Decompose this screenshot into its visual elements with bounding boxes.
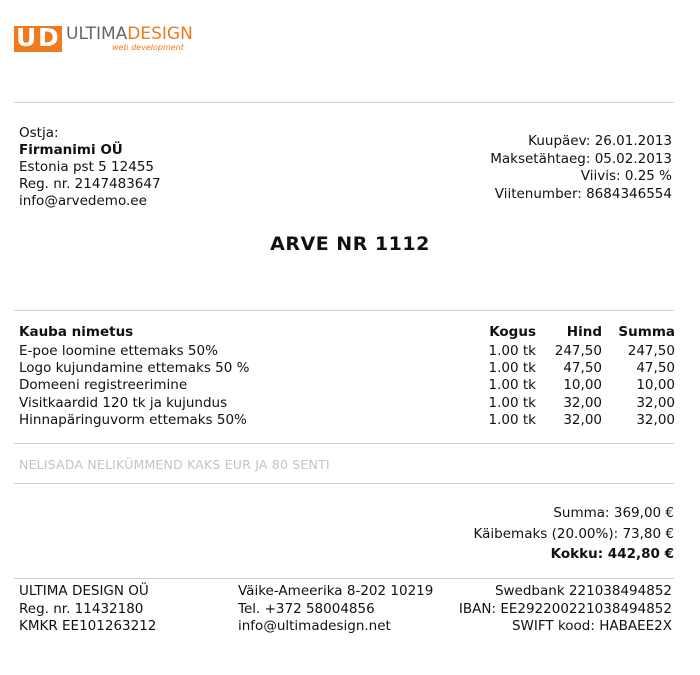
footer-swift: SWIFT kood: HABAEE2X: [511, 618, 672, 634]
buyer-company: Firmanimi OÜ: [19, 142, 123, 158]
item-sum: 32,00: [636, 394, 675, 411]
footer-kmkr: KMKR EE101263212: [19, 618, 157, 634]
item-name: E-poe loomine ettemaks 50%: [19, 343, 218, 359]
footer-phone: Tel. +372 58004856: [238, 600, 375, 617]
grand-total: Kokku: 442,80 €: [550, 546, 674, 562]
company-logo: [14, 23, 193, 52]
amount-in-words: NELISADA NELIKÜMMEND KAKS EUR JA 80 SENTI: [19, 457, 330, 472]
item-name: Domeeni registreerimine: [19, 377, 188, 394]
invoice-meta: [490, 133, 672, 203]
table-row: [19, 395, 675, 412]
buyer-reg: Reg. nr. 2147483647: [19, 176, 161, 192]
table-row: [19, 360, 675, 377]
item-qty: 1.00 tk: [488, 411, 536, 428]
subtotal: Summa: 369,00 €: [553, 505, 674, 521]
footer-email: info@ultimadesign.net: [238, 618, 391, 634]
item-name: Logo kujundamine ettemaks 50 %: [19, 360, 250, 377]
item-qty: 1.00 tk: [488, 343, 536, 359]
invoice-title: ARVE NR 1112: [270, 233, 430, 255]
item-sum: 32,00: [636, 411, 675, 428]
logo-mark-left: U: [16, 23, 36, 52]
table-row: [19, 377, 675, 394]
item-price: 32,00: [563, 394, 602, 411]
invoice-date: Kuupäev: 26.01.2013: [528, 133, 672, 149]
totals-block: [474, 503, 674, 565]
divider-items-top: [14, 310, 674, 311]
vat-amount: Käibemaks (20.00%): 73,80 €: [473, 525, 674, 542]
footer-bank: Swedbank 221038494852: [494, 583, 672, 599]
header-price: Hind: [566, 324, 602, 340]
items-header-row: [19, 324, 675, 343]
divider-items-bottom: [14, 443, 674, 444]
footer-address: Väike-Ameerika 8-202 10219: [238, 583, 434, 599]
item-name: Hinnapäringuvorm ettemaks 50%: [19, 411, 247, 428]
logo-text: [66, 26, 193, 52]
item-qty: 1.00 tk: [488, 360, 536, 377]
footer-company-info: [19, 583, 156, 636]
divider-footer: [14, 578, 674, 579]
item-price: 247,50: [554, 343, 602, 359]
divider-words-bottom: [14, 483, 674, 484]
item-qty: 1.00 tk: [488, 394, 536, 411]
logo-name-part1: ULTIMA: [66, 24, 128, 44]
item-qty: 1.00 tk: [488, 377, 536, 394]
item-sum: 247,50: [627, 343, 675, 359]
logo-name: [66, 26, 193, 43]
header-name: Kauba nimetus: [19, 324, 134, 340]
footer-bank-info: [459, 583, 672, 636]
item-price: 47,50: [563, 360, 602, 377]
invoice-penalty: Viivis: 0.25 %: [580, 168, 672, 184]
logo-tagline: web development: [112, 43, 184, 52]
logo-mark: [14, 23, 62, 52]
buyer-block: [19, 125, 161, 210]
footer-iban: IBAN: EE292200221038494852: [458, 600, 672, 617]
header-qty: Kogus: [489, 324, 536, 340]
buyer-address: Estonia pst 5 12455: [19, 159, 154, 175]
table-row: [19, 343, 675, 360]
divider-top: [14, 102, 674, 103]
item-price: 10,00: [563, 377, 602, 394]
buyer-label: Ostja:: [19, 125, 59, 141]
logo-name-part2: DESIGN: [127, 24, 193, 44]
footer-company: ULTIMA DESIGN OÜ: [19, 583, 149, 599]
logo-mark-right: D: [38, 23, 58, 52]
footer-contact-info: [238, 583, 433, 636]
footer-reg: Reg. nr. 11432180: [19, 600, 144, 617]
table-row: [19, 412, 675, 429]
items-table: [19, 324, 675, 429]
item-price: 32,00: [563, 411, 602, 428]
item-sum: 10,00: [636, 377, 675, 394]
invoice-reference: Viitenumber: 8684346554: [494, 185, 672, 202]
buyer-email: info@arvedemo.ee: [19, 193, 147, 209]
invoice-due-date: Maksetähtaeg: 05.02.2013: [490, 150, 672, 167]
item-name: Visitkaardid 120 tk ja kujundus: [19, 394, 228, 411]
header-sum: Summa: [618, 324, 675, 340]
item-sum: 47,50: [636, 360, 675, 377]
